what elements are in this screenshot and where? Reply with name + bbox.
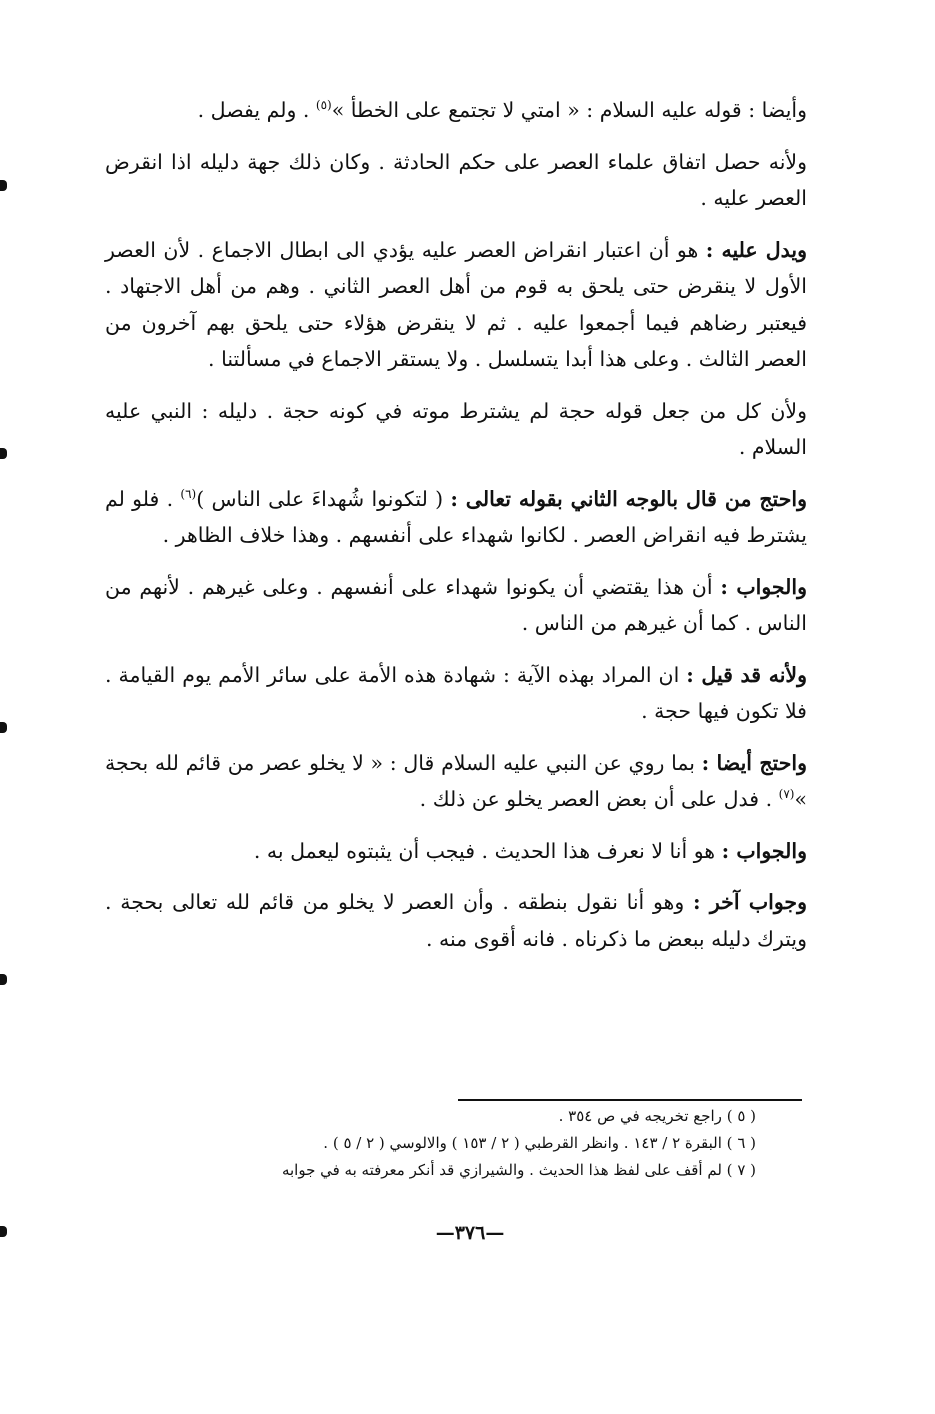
paragraph-lead: ولأنه قد قيل : [686,662,807,687]
paragraph [105,884,807,957]
paragraph-text: ان المراد بهذه الآية : شهادة هذه الأمة على سائر الأمم يوم القيامة . فلا تكون فيها حجة . [105,662,807,723]
paragraph [105,232,807,378]
edge-mark [0,722,7,733]
paragraph-text: أن هذا يقتضي أن يكونوا شهداء على أنفسهم . وعلى غيرهم . لأنهم من الناس . كما أن غيرهم من الناس . [105,574,807,635]
footnote: ( ٥ ) راجع تخريجه في ص ٣٥٤ . [558,1107,756,1125]
paragraph-text: وأيضا : قوله عليه السلام : « امتي لا تجتمع على الخطأ » [331,98,807,122]
paragraph-text: ولأنه حصل اتفاق علماء العصر على حكم الحادثة . وكان ذلك جهة دليله اذا انقرض العصر عليه . [105,149,807,210]
paragraph [105,144,807,217]
paragraph [105,657,807,730]
paragraph-lead: واحتج من قال بالوجه الثاني بقوله تعالى : [450,486,807,511]
paragraph-lead: ويدل عليه : [705,237,807,262]
paragraph-text: هو أن اعتبار انقراض العصر عليه يؤدي الى ابطال الاجماع . لأن العصر الأول لا ينقرض حتى يلحق به قوم من أهل العصر الثاني . وهم من أهل الاجتهاد . فيعتبر رضاهم فيما أجمعوا عليه . ثم لا ينقرض هؤلاء حتى يلحق بهم آخرون من العصر الثالث . وعلى هذا أبدا يتسلسل . ولا يستقر الاجماع في مسألتنا . [105,237,807,371]
paragraph-text: وهو أنا نقول بنطقه . وأن العصر لا يخلو من قائم لله تعالى بحجة . ويترك دليله ببعض ما ذكرناه . فانه أقوى منه . [105,890,807,951]
footnote-ref: (٧) [778,787,795,802]
paragraph-lead: وجواب آخر : [692,890,807,914]
paragraph-lead: والجواب : [720,574,807,599]
footnote-ref: (٦) [180,486,197,501]
footnote-ref: (٥) [315,98,332,113]
edge-mark [0,448,7,459]
paragraph-text: هو أنا لا نعرف هذا الحديث . فيجب أن يثبتوه ليعمل به . [253,838,722,863]
paragraph-text: بما روي عن النبي عليه السلام قال : « لا يخلو عصر من قائم لله بحجة » [105,750,807,811]
page-number: —٣٧٦— [435,1222,505,1244]
edge-mark [0,974,7,985]
footnote-divider [458,1099,802,1101]
paragraph-tail: . فلو لم يشترط فيه انقراض العصر . لكانوا شهداء على أنفسهم . وهذا خلاف الظاهر . [105,486,807,547]
paragraph-tail: . ولم يفصل . [197,98,316,122]
paragraph-text: ولأن كل من جعل قوله حجة لم يشترط موته في كونه حجة . دليله : النبي عليه السلام . [105,398,807,459]
paragraph [105,569,807,642]
main-text [105,92,807,972]
footnotes [260,1103,756,1184]
paragraph [105,833,807,870]
paragraph [105,92,807,129]
paragraph-tail: . فدل على أن بعض العصر يخلو عن ذلك . [419,787,779,811]
paragraph [105,745,807,818]
paragraph [105,393,807,466]
paragraph [105,481,807,554]
edge-mark [0,1226,7,1237]
paragraph-text: ( لتكونوا شُهداءَ على الناس ) [196,486,451,511]
footnote: ( ٦ ) البقرة ٢ / ١٤٣ . وانظر القرطبي ( ٢ / ١٥٣ ) والالوسي ( ٢ / ٥ ) . [323,1134,756,1152]
paragraph-lead: واحتج أيضا : [701,750,807,775]
footnote: ( ٧ ) لم أقف على لفظ هذا الحديث . والشيرازي قد أنكر معرفته به في جوابه [281,1161,756,1179]
edge-mark [0,180,7,191]
paragraph-lead: والجواب : [721,838,807,863]
